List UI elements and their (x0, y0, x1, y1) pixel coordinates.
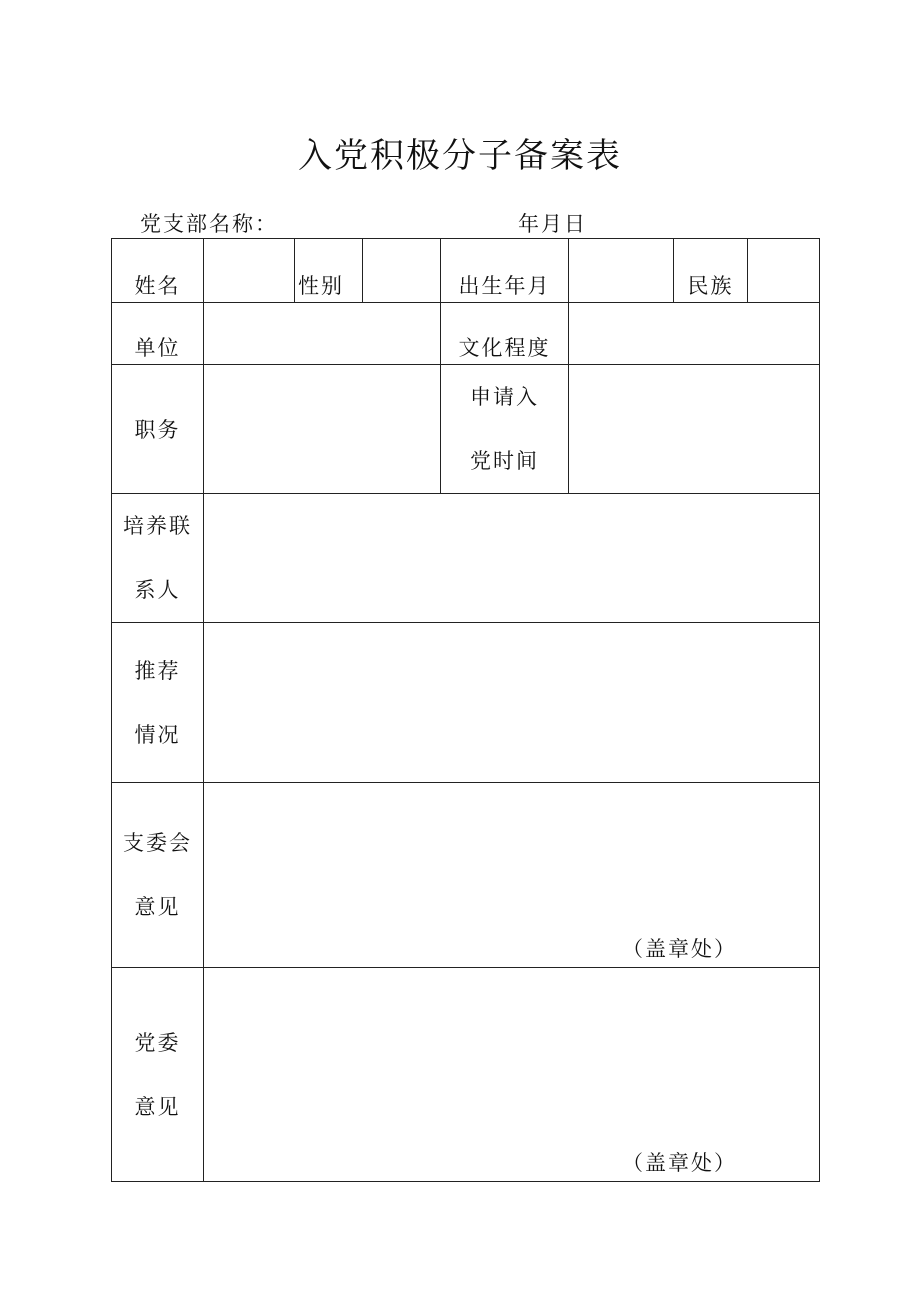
gender-field[interactable] (363, 239, 441, 303)
contact-field[interactable] (204, 494, 820, 623)
form-title: 入党积极分子备案表 (298, 136, 622, 176)
apply-time-label-line2: 党时间 (470, 449, 539, 473)
ethnicity-field[interactable] (748, 239, 820, 303)
gender-label: 性别 (295, 239, 363, 303)
branch-name-label: 党支部名称： (140, 212, 278, 236)
committee-label (112, 783, 204, 968)
name-label: 姓名 (112, 239, 204, 303)
committee-label-line1: 支委会 (123, 831, 192, 855)
party-committee-stamp-label: （盖章处） (622, 1151, 737, 1175)
party-committee-label-line2: 意见 (134, 1094, 181, 1119)
date-label: 年月日 (518, 212, 587, 236)
education-label: 文化程度 (441, 303, 569, 365)
apply-time-field[interactable] (569, 365, 820, 494)
row-recommend (112, 623, 820, 783)
recommend-label-line1: 推荐 (134, 658, 181, 683)
education-field[interactable] (569, 303, 820, 365)
position-label: 职务 (112, 365, 204, 494)
row-party-committee (112, 968, 820, 1182)
ethnicity-label: 民族 (674, 239, 748, 303)
contact-label-line1: 培养联 (123, 514, 192, 538)
committee-label-line2: 意见 (134, 895, 181, 919)
party-committee-label-line1: 党委 (134, 1030, 181, 1055)
apply-time-label (441, 365, 569, 494)
birth-field[interactable] (569, 239, 674, 303)
committee-stamp-label: （盖章处） (622, 937, 737, 961)
committee-opinion-field[interactable] (204, 783, 820, 968)
recommend-field[interactable] (204, 623, 820, 783)
recommend-label-line2: 情况 (134, 722, 181, 747)
row-contact (112, 494, 820, 623)
birth-label: 出生年月 (441, 239, 569, 303)
unit-field[interactable] (204, 303, 441, 365)
recommend-label (112, 623, 204, 783)
name-field[interactable] (204, 239, 295, 303)
position-field[interactable] (204, 365, 441, 494)
row-basic-info (112, 239, 820, 303)
party-committee-label (112, 968, 204, 1182)
record-form-table (111, 238, 820, 1182)
row-committee (112, 783, 820, 968)
party-committee-opinion-field[interactable] (204, 968, 820, 1182)
contact-label-line2: 系人 (134, 578, 181, 602)
unit-label: 单位 (112, 303, 204, 365)
row-unit (112, 303, 820, 365)
apply-time-label-line1: 申请入 (470, 385, 539, 409)
contact-label (112, 494, 204, 623)
row-position (112, 365, 820, 494)
